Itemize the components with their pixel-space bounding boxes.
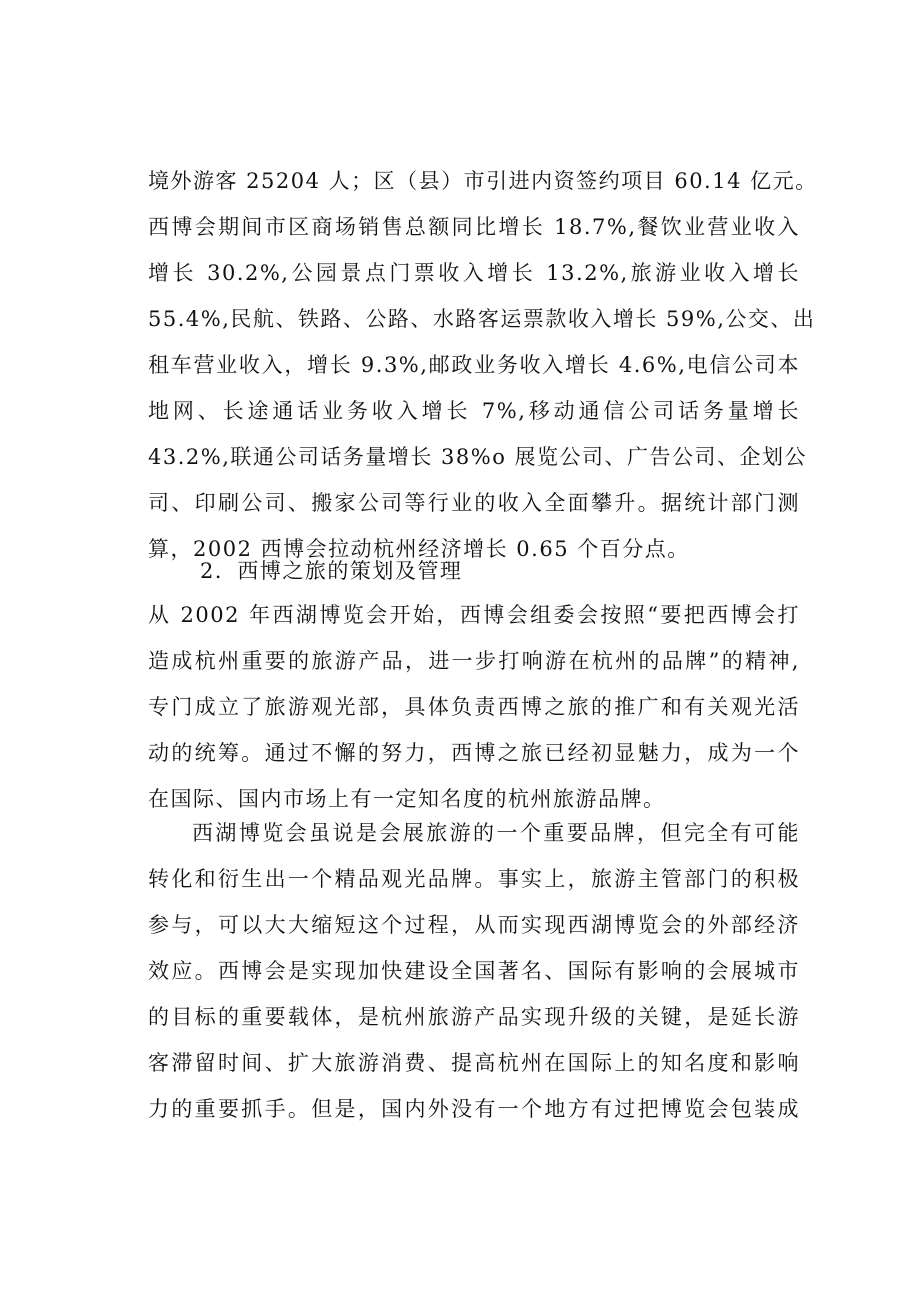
paragraph-line: 参与，可以大大缩短这个过程，从而实现西湖博览会的外部经济 — [148, 913, 800, 937]
paragraph-line: 西湖博览会虽说是会展旅游的一个重要品牌，但完全有可能 — [192, 821, 800, 845]
section-heading — [148, 548, 800, 594]
paragraph-line: 司、印刷公司、搬家公司等行业的收入全面攀升。据统计部门测 — [148, 491, 800, 515]
paragraph-brand-potential — [148, 810, 800, 1132]
paragraph-line: 从 2002 年西湖博览会开始，西博会组委会按照“要把西博会打 — [148, 603, 800, 627]
paragraph-line: 造成杭州重要的旅游产品，进一步打响游在杭州的品牌”的精神, — [148, 649, 800, 673]
paragraph-line: 力的重要抓手。但是，国内外没有一个地方有过把博览会包装成 — [148, 1097, 800, 1121]
paragraph-line: 效应。西博会是实现加快建设全国著名、国际有影响的会展城市 — [148, 959, 800, 983]
paragraph-economic-impact — [148, 158, 818, 572]
paragraph-line: 动的统筹。通过不懈的努力，西博之旅已经初显魅力，成为一个 — [148, 741, 800, 765]
paragraph-line: 55.4%,民航、铁路、公路、水路客运票款收入增长 59%,公交、出 — [148, 307, 816, 331]
paragraph-line: 客滞留时间、扩大旅游消费、提高杭州在国际上的知名度和影响 — [148, 1051, 800, 1075]
paragraph-line: 算，2002 西博会拉动杭州经济增长 0.65 个百分点。 — [148, 537, 690, 561]
paragraph-line: 专门成立了旅游观光部，具体负责西博之旅的推广和有关观光活 — [148, 695, 800, 719]
paragraph-line: 西博会期间市区商场销售总额同比增长 18.7%,餐饮业营业收入 — [148, 215, 800, 239]
paragraph-line: 租车营业收入，增长 9.3%,邮政业务收入增长 4.6%,电信公司本 — [148, 353, 800, 377]
paragraph-line: 的目标的重要载体，是杭州旅游产品实现升级的关键，是延长游 — [148, 1005, 800, 1029]
section-heading-text: 2．西博之旅的策划及管理 — [200, 559, 463, 583]
paragraph-line: 境外游客 25204 人；区（县）市引进内资签约项目 60.14 亿元。 — [148, 169, 818, 193]
paragraph-tour-planning — [148, 592, 800, 822]
paragraph-line: 43.2%,联通公司话务量增长 38%o 展览公司、广告公司、企划公 — [148, 445, 808, 469]
paragraph-line: 在国际、国内市场上有一定知名度的杭州旅游品牌。 — [148, 787, 666, 811]
paragraph-line: 地网、长途通话业务收入增长 7%,移动通信公司话务量增长 — [148, 399, 800, 423]
paragraph-line: 增长 30.2%,公园景点门票收入增长 13.2%,旅游业收入增长 — [148, 261, 800, 285]
paragraph-line: 转化和衍生出一个精品观光品牌。事实上，旅游主管部门的积极 — [148, 867, 800, 891]
